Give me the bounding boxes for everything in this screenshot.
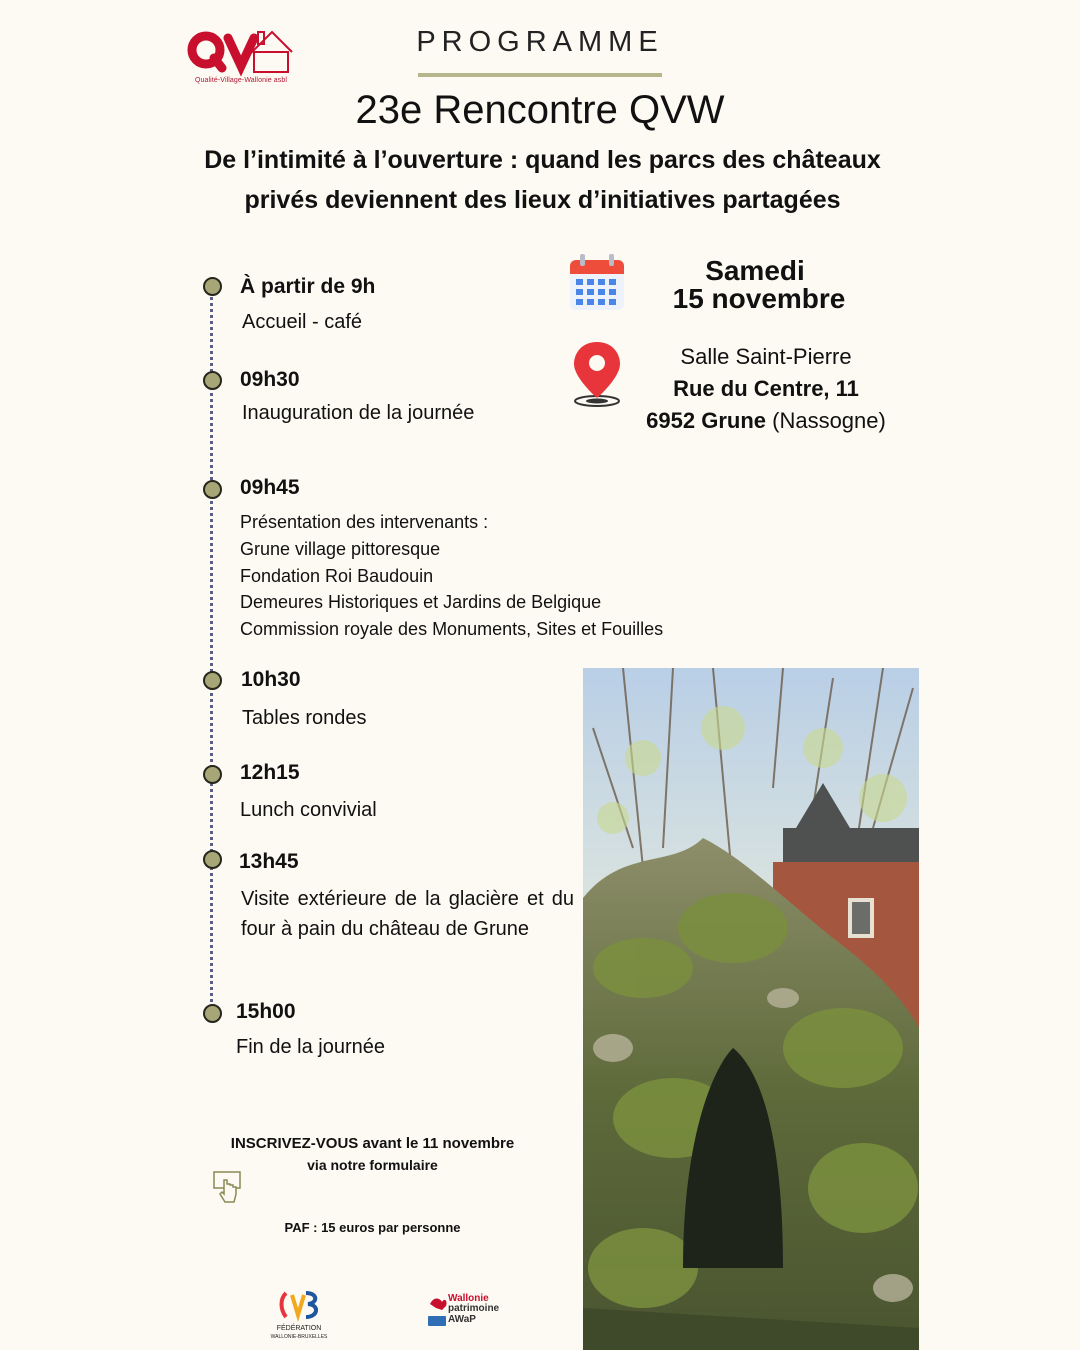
timeline-dot xyxy=(203,1004,222,1023)
fwb-line1: FÉDÉRATION xyxy=(276,1325,322,1332)
awap-wallonie: Wallonie xyxy=(448,1293,489,1304)
title-underline xyxy=(418,73,662,77)
venue-street: Rue du Centre, 11 xyxy=(673,376,859,401)
calendar-icon xyxy=(568,254,626,312)
speaker-item: Commission royale des Monuments, Sites et Fouilles xyxy=(240,619,664,640)
timeline-dotted-line xyxy=(210,290,213,1008)
venue-area: (Nassogne) xyxy=(772,408,886,433)
event-day: Samedi xyxy=(705,255,805,286)
logo-caption: Qualité-Village-Wallonie asbl xyxy=(195,77,287,84)
speaker-item: Demeures Historiques et Jardins de Belgique xyxy=(240,592,602,613)
schedule-time: 09h30 xyxy=(240,368,300,391)
programme-label: PROGRAMME xyxy=(416,26,664,58)
subtitle-line-2: privés deviennent des lieux d’initiatives partagées xyxy=(244,186,841,214)
schedule-desc: Lunch convivial xyxy=(240,799,377,821)
timeline-dot xyxy=(203,850,222,869)
schedule-time: 13h45 xyxy=(239,850,299,873)
schedule-desc: Fin de la journée xyxy=(236,1036,385,1058)
schedule-time: À partir de 9h xyxy=(240,275,376,298)
schedule-desc: Accueil - café xyxy=(242,311,363,333)
schedule-desc: Tables rondes xyxy=(242,707,367,729)
fwb-line2: WALLONIE-BRUXELLES xyxy=(270,1334,328,1340)
timeline-dot xyxy=(203,371,222,390)
schedule-time: 10h30 xyxy=(241,668,301,691)
event-subtitle xyxy=(140,140,945,220)
venue-name: Salle Saint-Pierre xyxy=(680,344,852,369)
venue-city-line xyxy=(636,405,896,437)
register-deadline: INSCRIVEZ-VOUS avant le 11 novembre xyxy=(230,1135,515,1152)
schedule-time: 15h00 xyxy=(236,1000,296,1023)
speaker-item: Grune village pittoresque xyxy=(240,538,441,559)
speakers-intro: Présentation des intervenants : xyxy=(240,512,489,532)
event-title: 23e Rencontre QVW xyxy=(355,88,725,132)
register-form-link[interactable]: via notre formulaire xyxy=(307,1157,438,1173)
venue-address xyxy=(636,341,896,437)
timeline-dot xyxy=(203,765,222,784)
timeline-dot xyxy=(203,671,222,690)
chateau-ruins-photo xyxy=(583,668,919,1350)
awap-acronym: AWaP xyxy=(448,1314,476,1325)
schedule-desc: Inauguration de la journée xyxy=(242,402,475,424)
timeline-dot xyxy=(203,277,222,296)
event-date: 15 novembre xyxy=(672,283,846,314)
fwb-logo-text xyxy=(262,1325,336,1341)
hand-pointer-icon[interactable] xyxy=(212,1170,244,1204)
schedule-time: 09h45 xyxy=(240,476,300,499)
location-pin-icon xyxy=(570,340,624,410)
speaker-item: Fondation Roi Baudouin xyxy=(240,565,434,586)
venue-city: 6952 Grune xyxy=(646,408,766,433)
subtitle-line-1: De l’intimité à l’ouverture : quand les parcs des châteaux xyxy=(204,146,881,174)
schedule-time: 12h15 xyxy=(240,761,300,784)
schedule-desc: Visite extérieure de la glacière et du four à pain du château de Grune xyxy=(241,888,574,940)
speakers-list xyxy=(240,509,663,643)
timeline-dot xyxy=(203,480,222,499)
participation-fee: PAF : 15 euros par personne xyxy=(284,1220,461,1235)
awap-patrimoine: patrimoine xyxy=(448,1303,500,1314)
